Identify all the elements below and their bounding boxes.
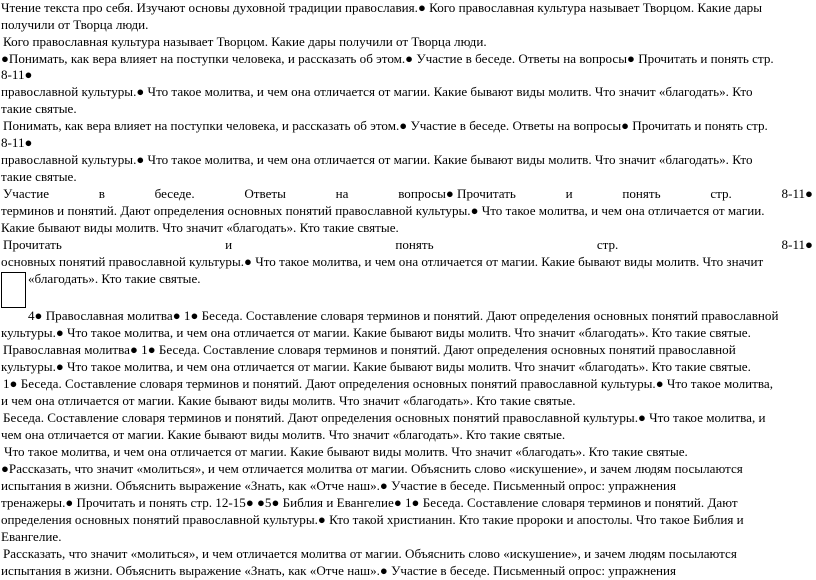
text-line-justified [3, 186, 813, 203]
text-line: православной культуры.● Что такое молитва, и чем она отличается от магии. Какие бывают виды молитв. Что значит «благодать». Кто [1, 152, 753, 167]
text-line: 8-11● [1, 135, 33, 150]
word: и [565, 186, 573, 201]
text-line: Какие бывают виды молитв. Что значит «благодать». Кто такие святые. [1, 220, 399, 235]
word: беседе. [154, 186, 195, 201]
text-line: Что такое молитва, и чем она отличается от магии. Какие бывают виды молитв. Что значит «благодать». Кто такие святые. [4, 444, 688, 459]
text-line: Понимать, как вера влияет на поступки человека, и рассказать об этом.● Участие в беседе. Ответы на вопросы● Прочитать и понять стр. [3, 118, 768, 133]
text-line: чем она отличается от магии. Какие бывают виды молитв. Что значит «благодать». Кто такие святые. [1, 427, 566, 442]
word: Ответы [244, 186, 286, 201]
word: Прочитать [3, 237, 62, 252]
text-line: 1● Беседа. Составление словаря терминов и понятий. Дают определения основных понятий православной культуры.● Что такое молитва, [3, 376, 773, 391]
word: 8-11● [781, 186, 813, 201]
text-line: православной культуры.● Что такое молитва, и чем она отличается от магии. Какие бывают виды молитв. Что значит «благодать». Кто [1, 84, 753, 99]
text-line: такие святые. [1, 101, 77, 116]
empty-table-cell [1, 272, 26, 308]
word: 8-11● [781, 237, 813, 252]
text-line: получили от Творца люди. [1, 17, 149, 32]
text-line: культуры.● Что такое молитва, и чем она отличается от магии. Какие бывают виды молитв. Что значит «благодать». Кто такие святые. [1, 359, 751, 374]
text-line: Рассказать, что значит «молиться», и чем отличается молитва от магии. Объяснить слово «искушение», и зачем людям посылаются [3, 546, 737, 561]
text-line: Чтение текста про себя. Изучают основы духовной традиции православия.● Кого православная культура называет Творцом. Какие дары [1, 0, 763, 15]
word: вопросы● Прочитать [398, 186, 516, 201]
word: Участие [3, 186, 50, 201]
text-line: Кого православная культура называет Творцом. Какие дары получили от Творца люди. [3, 34, 487, 49]
word: понять [622, 186, 661, 201]
text-line: ●Понимать, как вера влияет на поступки человека, и рассказать об этом.● Участие в беседе. Ответы на вопросы● Прочитать и понять стр. [1, 51, 774, 66]
word: стр. [596, 237, 619, 252]
text-line: «благодать». Кто такие святые. [28, 271, 201, 286]
text-line: Православная молитва● 1● Беседа. Составление словаря терминов и понятий. Дают определения основных понятий православной [3, 342, 736, 357]
word: на [335, 186, 349, 201]
text-line: тренажеры.● Прочитать и понять стр. 12-15● ●5● Библия и Евангелие● 1● Беседа. Составление словаря терминов и понятий. Дают [1, 495, 738, 510]
text-line: 8-11● [1, 67, 33, 82]
text-line: культуры.● Что такое молитва, и чем она отличается от магии. Какие бывают виды молитв. Что значит «благодать». Кто такие святые. [1, 325, 751, 340]
text-line: и чем она отличается от магии. Какие бывают виды молитв. Что значит «благодать». Кто такие святые. [1, 393, 576, 408]
text-line: ●Рассказать, что значит «молиться», и чем отличается молитва от магии. Объяснить слово «искушение», и зачем людям посылаются [1, 461, 743, 476]
text-line: испытания в жизни. Объяснить выражение «Знать, как «Отче наш».● Участие в беседе. Письменный опрос: упражнения [1, 478, 677, 493]
text-line: Евангелие. [1, 529, 62, 544]
text-line: определения основных понятий православной культуры.● Кто такой христианин. Кто такие пророки и апостолы. Что такое Библия и [1, 512, 744, 527]
text-line: основных понятий православной культуры.● Что такое молитва, и чем она отличается от магии. Какие бывают виды молитв. Что значит [1, 254, 764, 269]
word: в [98, 186, 105, 201]
text-line: испытания в жизни. Объяснить выражение «Знать, как «Отче наш».● Участие в беседе. Письменный опрос: упражнения [1, 563, 677, 578]
text-line-justified [3, 237, 813, 254]
text-line: 4● Православная молитва● 1● Беседа. Составление словаря терминов и понятий. Дают определения основных понятий православной [28, 308, 779, 323]
word: и [225, 237, 233, 252]
word: понять [395, 237, 434, 252]
text-line: такие святые. [1, 169, 77, 184]
word: стр. [710, 186, 732, 201]
text-line: терминов и понятий. Дают определения основных понятий православной культуры.● Что такое молитва, и чем она отличается от магии. [1, 203, 765, 218]
text-line: Беседа. Составление словаря терминов и понятий. Дают определения основных понятий православной культуры.● Что такое молитва, и [3, 410, 766, 425]
